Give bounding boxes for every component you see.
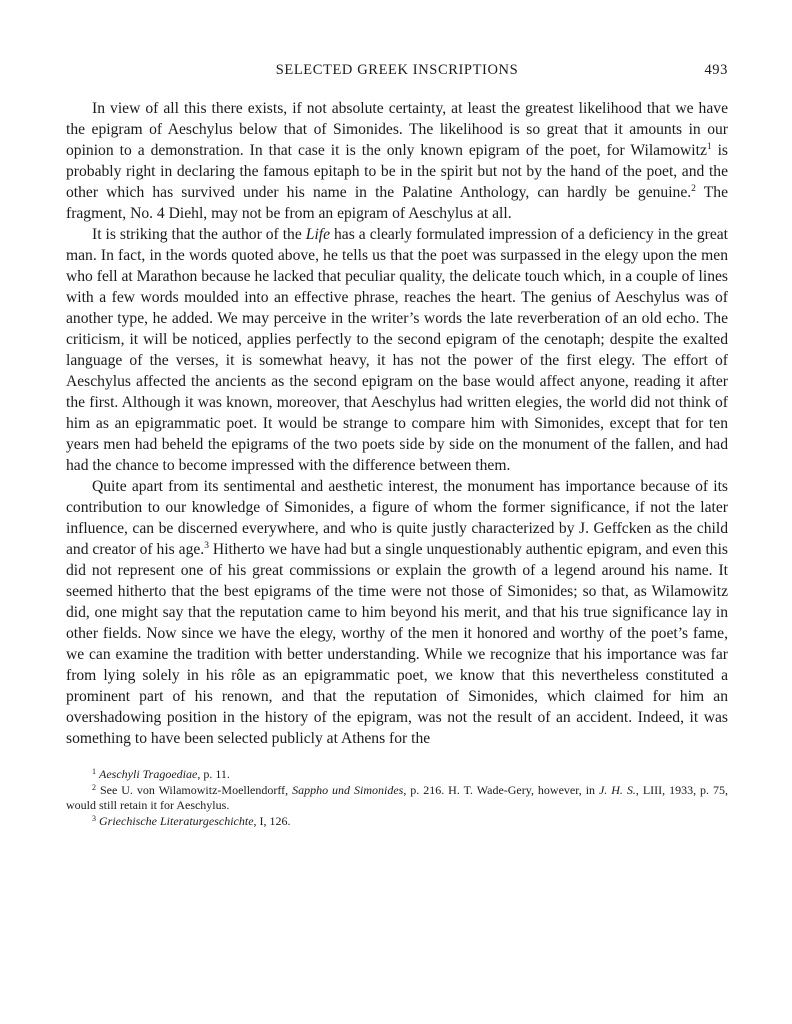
paragraph-3-text-a: Quite apart from its sentimental and aesthetic interest, the monument has importance because of its contribution to our knowledge of Simonides, a figure of whom the former significance, if not the later influence, can be discerned everywhere, and who is quite justly characterized by J. Geffcken as the child and creator of his age. [66, 478, 728, 558]
paragraph-2-text-a: It is striking that the author of the [92, 226, 306, 243]
paragraph-2 [66, 224, 728, 476]
footnote-2-rest: , LIII, 1933, p. 75, would still retain it for Aeschylus. [66, 782, 728, 812]
paragraph-2-text-b: has a clearly formulated impression of a deficiency in the great man. In fact, in the words quoted above, he tells us that the poet was surpassed in the elegy upon the men who fell at Marathon because he lacked that peculiar quality, the delicate touch which, in a couple of lines with a few words moulded into an effective phrase, reaches the heart. The genius of Aeschylus was of another type, he added. We may perceive in the writer’s words the late reverberation of an old echo. The criticism, it will be noticed, applies perfectly to the second epigram of the cenotaph; despite the exalted language of the verses, it is somewhat heavy, it has not the power of the first elegy. The effort of Aeschylus affected the ancients as the second epigram on the base would affect anyone, reading it after the first. Although it was known, moreover, that Aeschylus had written elegies, the world did not think of him as an epigrammatic poet. It would be strange to compare him with Simonides, except that for ten years men had beheld the epigrams of the two poets side by side on the monument of the fallen, and had had the chance to become impressed with the difference between them. [66, 226, 729, 474]
footnote-2 [66, 783, 728, 814]
footnote-1-title: Aeschyli Tragoediae [99, 767, 198, 781]
paragraph-1-text-c: The fragment, No. 4 Diehl, may not be from an epigram of Aeschylus at all. [66, 184, 728, 222]
body-text [66, 98, 728, 749]
paragraph-1-text-a: In view of all this there exists, if not absolute certainty, at least the greatest likelihood that we have the epigram of Aeschylus below that of Simonides. The likelihood is so great that it amounts in our opinion to a demonstration. In that case it is the only known epigram of the poet, for Wilamowitz [66, 100, 728, 159]
footnote-ref-1: 1 [706, 142, 712, 152]
running-header [66, 62, 728, 84]
page [66, 62, 728, 829]
footnote-1-number: 1 [92, 767, 96, 776]
footnote-1-rest: , p. 11. [197, 767, 230, 781]
footnote-2-journal: J. H. S. [598, 782, 636, 797]
life-title: Life [305, 226, 331, 243]
footnote-3-title: Griechische Literaturgeschichte [99, 813, 254, 828]
paragraph-1-text-b: is probably right in declaring the famous epitaph to be in the spirit but not by the hand of the poet, and the other which has survived under his name in the Palatine Anthology, can hardly be genuine. [66, 142, 728, 201]
footnotes [66, 767, 728, 829]
page-number: 493 [704, 62, 728, 78]
footnote-ref-2: 2 [691, 184, 696, 194]
footnote-2-title: Sappho und Simonides [292, 782, 404, 797]
footnote-3-number: 3 [92, 813, 96, 823]
paragraph-3-text-b: Hitherto we have had but a single unquestionably authentic epigram, and even this did not represent one of his great commissions or explain the growth of a legend around his name. It seemed hitherto that the best epigrams of the time were not those of Simonides; so that, as Wilamowitz did, one might say that the reputation came to him beyond his merit, and that his true significance lay in other fields. Now since we have the elegy, worthy of the men it honored and worthy of the poet’s fame, we can examine the tradition with better understanding. While we recognize that his importance was far from lying solely in his rôle as an epigrammatic poet, we know that this nevertheless constituted a prominent part of his renown, and that the reputation of Simonides, which claimed for him an overshadowing position in the history of the epigram, was not the result of an accident. Indeed, it was something to have been selected publicly at Athens for the [66, 541, 728, 747]
running-title: SELECTED GREEK INSCRIPTIONS [275, 62, 519, 78]
footnote-2-number: 2 [92, 782, 96, 792]
footnote-2-pre: See U. von Wilamowitz-Moellendorff, [96, 782, 293, 797]
footnote-3 [66, 814, 728, 830]
paragraph-1 [66, 98, 728, 224]
footnote-3-rest: , I, 126. [253, 813, 291, 828]
footnote-ref-3: 3 [204, 541, 209, 551]
footnote-2-mid: , p. 216. H. T. Wade-Gery, however, in [403, 782, 599, 797]
paragraph-3 [66, 476, 728, 749]
footnote-1 [66, 767, 728, 783]
